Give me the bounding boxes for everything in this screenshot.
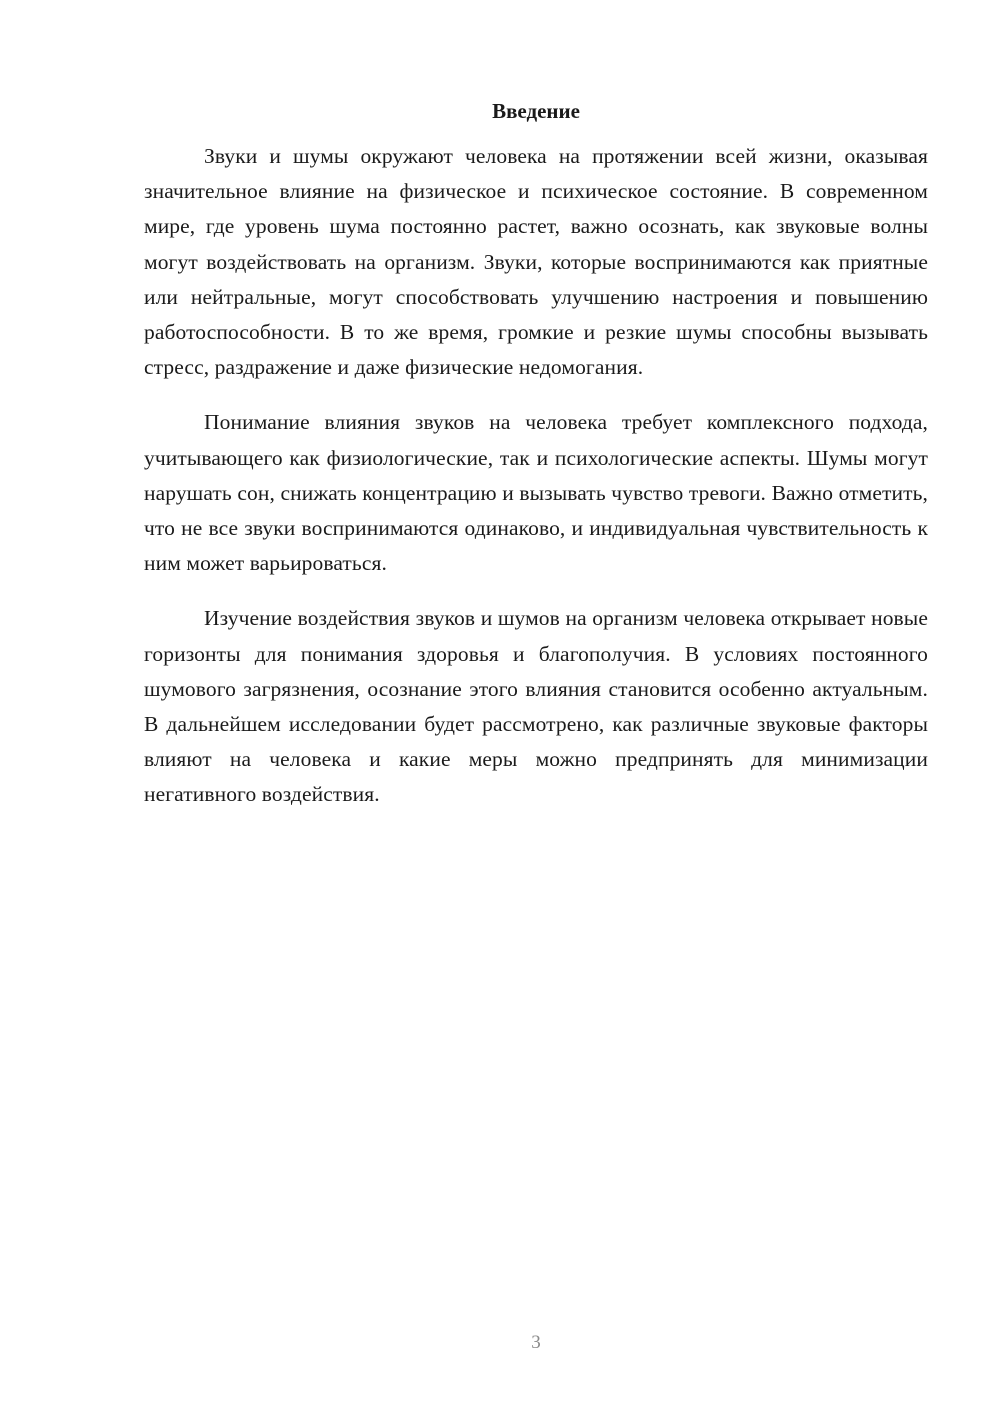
paragraph-1: Звуки и шумы окружают человека на протяжении всей жизни, оказывая значительное влияние на физическое и психическое состояние. В современном мире, где уровень шума постоянно растет, важно осознать, как звуковые волны могут воздействовать на организм. Звуки, которые воспринимаются как приятные или нейтральные, могут способствовать улучшению настроения и повышению работоспособности. В то же время, громкие и резкие шумы способны вызывать стресс, раздражение и даже физические недомогания. — [144, 144, 928, 380]
paragraph-2: Понимание влияния звуков на человека требует комплексного подхода, учитывающего как физиологические, так и психологические аспекты. Шумы могут нарушать сон, снижать концентрацию и вызывать чувство тревоги. Важно отметить, что не все звуки воспринимаются одинаково, и индивидуальная чувствительность к ним может варьироваться. — [144, 410, 928, 576]
page-body — [144, 94, 928, 833]
page-number: 3 — [531, 1332, 541, 1353]
paragraph-3: Изучение воздействия звуков и шумов на организм человека открывает новые горизонты для понимания здоровья и благополучия. В условиях постоянного шумового загрязнения, осознание этого влияния становится особенно актуальным. В дальнейшем исследовании будет рассмотрено, как различные звуковые факторы влияют на человека и какие меры можно предпринять для минимизации негативного воздействия. — [144, 606, 928, 807]
section-heading: Введение — [492, 99, 580, 123]
